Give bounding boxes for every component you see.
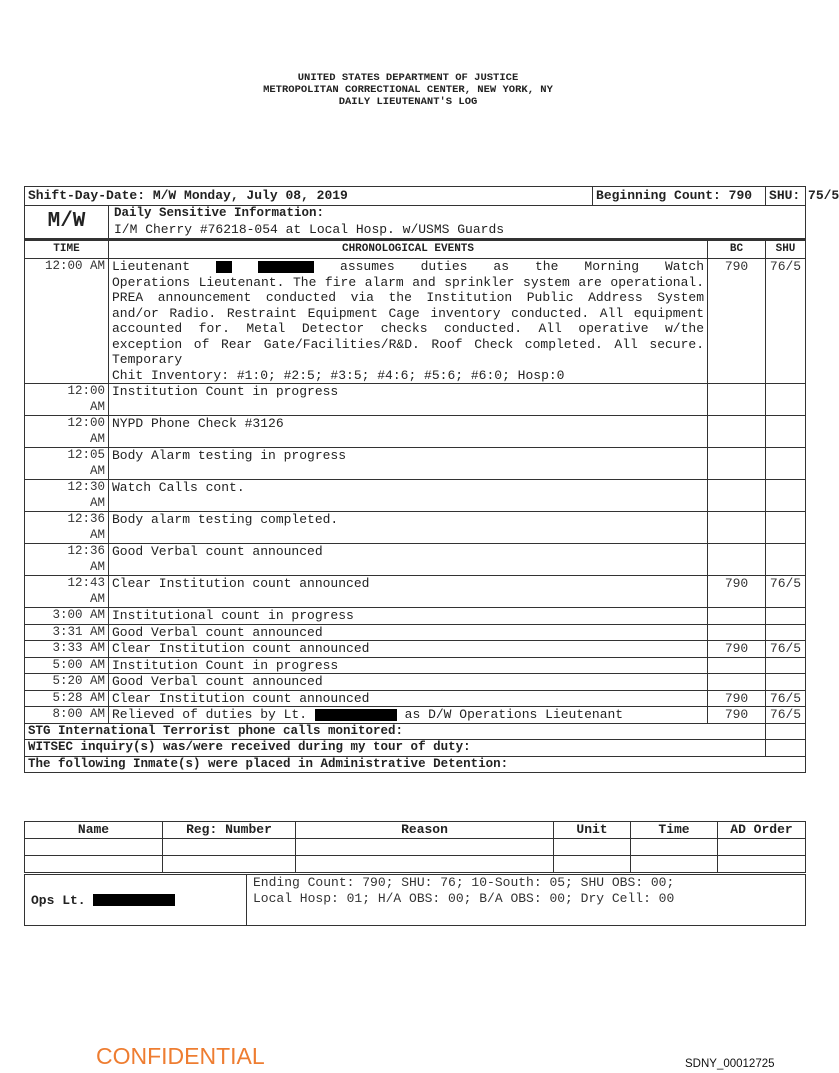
entry-shu [766,512,806,544]
log-entry [25,416,806,448]
beginning-count: Beginning Count: 790 [593,187,766,206]
entry-shu [766,674,806,691]
entry-shu: 76/5 [766,576,806,608]
ending-count-table [24,874,806,926]
entry-event [109,259,708,384]
entry-bc [708,657,766,674]
entry-shu: 76/5 [766,707,806,724]
log-table [24,186,839,773]
det-col-ad-order: AD Order [718,822,806,839]
log-entry [25,576,806,608]
entry-time: 12:36 AM [25,544,109,576]
entry-bc [708,544,766,576]
entry-event: Institution Count in progress [109,657,708,674]
ending-count-line2: Local Hosp: 01; H/A OBS: 00; B/A OBS: 00; Dry Cell: 00 [253,891,675,906]
det-col-reason: Reason [296,822,554,839]
entry-time: 12:30 AM [25,480,109,512]
entry-time: 3:31 AM [25,624,109,641]
entry-shu [766,480,806,512]
entry-event: Watch Calls cont. [109,480,708,512]
entry-time: 12:00 AM [25,384,109,416]
entry-shu [766,608,806,625]
entry-time: 5:00 AM [25,657,109,674]
redaction-bar [315,709,397,721]
entry-text: assumes duties as the Morning Watch [340,259,705,274]
entry-time: 8:00 AM [25,707,109,724]
entry-event: Clear Institution count announced [109,576,708,608]
entry-time: 3:33 AM [25,641,109,658]
entry-event: Body alarm testing completed. [109,512,708,544]
log-entry-first [25,259,806,384]
det-col-name: Name [25,822,163,839]
entry-event: Good Verbal count announced [109,624,708,641]
col-bc: BC [708,240,766,259]
entry-shu [766,384,806,416]
redaction-bar [93,894,175,906]
shift-day-date: Shift-Day-Date: M/W Monday, July 08, 2019 [25,187,593,206]
witsec-blank [766,740,806,757]
bates-number: SDNY_00012725 [685,1058,775,1070]
entry-event: Clear Institution count announced [109,690,708,707]
entry-event: Good Verbal count announced [109,674,708,691]
det-col-reg: Reg: Number [163,822,296,839]
entry-event [109,707,708,724]
entry-bc [708,384,766,416]
entry-event: Body Alarm testing in progress [109,448,708,480]
log-entry [25,448,806,480]
entry-time: 5:20 AM [25,674,109,691]
log-entry [25,641,806,658]
detention-row [25,856,806,873]
entry-body: Operations Lieutenant. The fire alarm and sprinkler system are operational. PREA announcement conducted via the Institution Public Address System and/or Radio. Restraint Equipment Cage inventory conducted. All equipment accounted for. Metal Detector checks conducted. All operative w/the exception of Rear Gate/Facilities/R&D. Roof Check completed. All secure. Temporary [112,274,705,367]
col-time: TIME [25,240,109,259]
entry-text: as D/W Operations Lieutenant [404,707,624,722]
sensitive-label: Daily Sensitive Information: [114,206,325,220]
log-entry-relieved [25,707,806,724]
sensitive-info [109,206,806,240]
entry-time: 12:36 AM [25,512,109,544]
entry-bc [708,674,766,691]
entry-shu [766,448,806,480]
confidential-stamp: CONFIDENTIAL [96,1043,265,1069]
ops-lt-label: Ops Lt. [31,892,86,908]
log-entry [25,690,806,707]
log-entry [25,512,806,544]
log-entry [25,674,806,691]
entry-shu [766,544,806,576]
entry-event: Clear Institution count announced [109,641,708,658]
entry-bc [708,416,766,448]
entry-bc [708,608,766,625]
log-entry [25,384,806,416]
entry-first-line [112,259,704,275]
entry-bc [708,480,766,512]
det-col-unit: Unit [554,822,631,839]
entry-bc: 790 [708,641,766,658]
ending-count [247,875,806,926]
header-title: DAILY LIEUTENANT'S LOG [338,96,478,108]
redaction-bar [216,261,232,273]
redaction-bar [258,261,314,273]
ops-lt [25,875,247,926]
entry-time: 3:00 AM [25,608,109,625]
entry-shu [766,657,806,674]
ending-count-line1: Ending Count: 790; SHU: 76; 10-South: 05; SHU OBS: 00; [253,875,675,890]
det-col-time: Time [631,822,718,839]
entry-event: Institution Count in progress [109,384,708,416]
entry-event: Institutional count in progress [109,608,708,625]
log-entry [25,480,806,512]
entry-bc: 790 [708,259,766,384]
watch-code: M/W [25,206,109,240]
entry-time: 12:05 AM [25,448,109,480]
entry-time: 12:00 AM [25,416,109,448]
entry-bc [708,448,766,480]
log-entry [25,624,806,641]
entry-last-line: Chit Inventory: #1:0; #2:5; #3:5; #4:6; #5:6; #6:0; Hosp:0 [112,367,565,383]
shu-count: SHU: 75/5 [766,187,806,206]
entry-text: Relieved of duties by Lt. [112,707,308,722]
entry-bc: 790 [708,707,766,724]
sensitive-text: I/M Cherry #76218-054 at Local Hosp. w/USMS Guards [114,222,505,237]
entry-shu [766,624,806,641]
header-agency: UNITED STATES DEPARTMENT OF JUSTICE [297,72,519,84]
stg-monitoring: STG International Terrorist phone calls monitored: [25,723,766,740]
col-events: CHRONOLOGICAL EVENTS [109,240,708,259]
entry-shu: 76/5 [766,690,806,707]
log-entry [25,544,806,576]
entry-bc: 790 [708,690,766,707]
log-entry [25,608,806,625]
entry-bc [708,624,766,641]
stg-blank [766,723,806,740]
witsec-inquiry: WITSEC inquiry(s) was/were received during my tour of duty: [25,740,766,757]
entry-bc [708,512,766,544]
detention-heading: The following Inmate(s) were placed in Administrative Detention: [25,756,806,773]
entry-event: Good Verbal count announced [109,544,708,576]
header-facility: METROPOLITAN CORRECTIONAL CENTER, NEW YORK, NY [263,84,553,96]
entry-time: 12:00 AM [25,259,109,384]
log-entry [25,657,806,674]
detention-table [24,821,806,873]
entry-text: Lieutenant [112,259,191,274]
entry-event: NYPD Phone Check #3126 [109,416,708,448]
entry-time: 12:43 AM [25,576,109,608]
entry-time: 5:28 AM [25,690,109,707]
col-shu: SHU [766,240,806,259]
entry-shu: 76/5 [766,259,806,384]
entry-shu [766,416,806,448]
entry-bc: 790 [708,576,766,608]
detention-row [25,839,806,856]
entry-shu: 76/5 [766,641,806,658]
